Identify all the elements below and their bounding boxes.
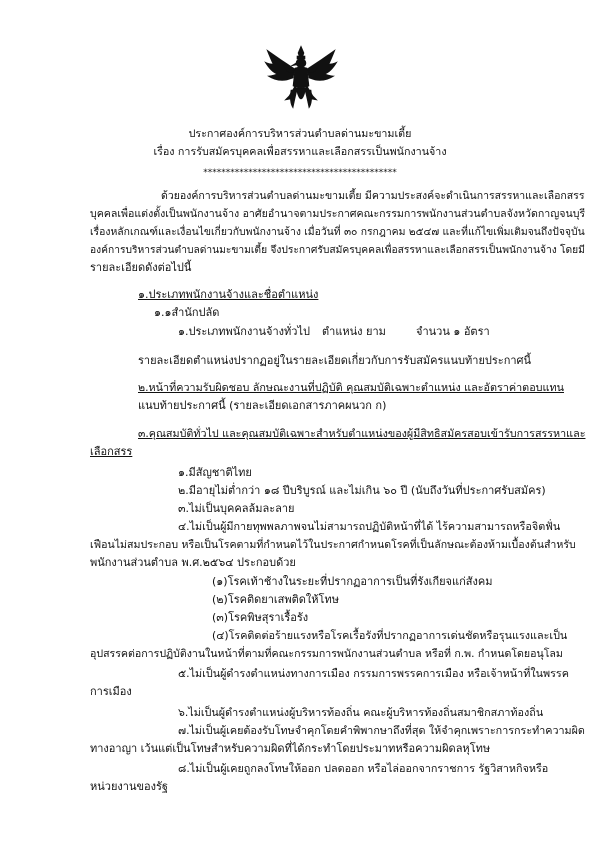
intro-line: องค์การบริหารส่วนตำบลด่านมะขามเตี้ย จึงประกาศรับสมัครบุคคลเพื่อสรรหาและเลือกสรรเป็นพนักงานจ้าง โดยมี	[90, 244, 585, 256]
position-type: ๑.ประเภทพนักงานจ้างทั่วไป	[178, 325, 310, 338]
qualification-item-cont: เฟือนไม่สมประกอบ หรือเป็นโรคตามที่กำหนดไว้ในประกาศกำหนดโรคที่เป็นลักษณะต้องห้ามเบื้องต้นสำหรับ	[90, 539, 576, 551]
garuda-emblem-icon	[263, 44, 339, 114]
section3-heading: ๓.คุณสมบัติทั่วไป และคุณสมบัติเฉพาะสำหรับตำแหน่งของผู้มีสิทธิสมัครสอบเข้ารับการสรรหาและ	[138, 427, 586, 440]
intro-line: ด้วยองค์การบริหารส่วนตำบลด่านมะขามเตี้ย มีความประสงค์จะดำเนินการสรรหาและเลือกสรร	[161, 190, 585, 202]
qualification-item: ๔.ไม่เป็นผู้มีกายทุพพลภาพจนไม่สามารถปฏิบัติหน้าที่ได้ ไร้ความสามารถหรือจิตฟั่น	[178, 520, 561, 533]
intro-line: เรื่องหลักเกณฑ์และเงื่อนไขเกี่ยวกับพนักงานจ้าง เมื่อวันที่ ๓๐ กรกฎาคม ๒๕๔๗ และที่แก้ไขเพิ่มเติมจนถึงปัจจุบัน	[90, 226, 585, 238]
disease-item: (๒)โรคติดยาเสพติดให้โทษ	[212, 593, 339, 606]
qualification-item: ๕.ไม่เป็นผู้ดำรงตำแหน่งทางการเมือง กรรมการพรรคการเมือง หรือเจ้าหน้าที่ในพรรค	[178, 667, 569, 680]
section1-heading: ๑.ประเภทพนักงานจ้างและชื่อตำแหน่ง	[138, 288, 319, 301]
section1-subheading: ๑.๑สำนักปลัด	[154, 306, 220, 319]
intro-line: รายละเอียดดังต่อไปนี้	[90, 261, 192, 274]
announcement-title: ประกาศองค์การบริหารส่วนตำบลด่านมะขามเตี้ย	[188, 127, 412, 140]
separator-stars: *******************************************	[203, 168, 397, 178]
position-name: ตำแหน่ง ยาม	[322, 325, 386, 338]
qualification-item-cont: หน่วยงานของรัฐ	[90, 780, 168, 793]
section2-note: แนบท้ายประกาศนี้ (รายละเอียดเอกสารภาคผนวก ก)	[138, 399, 387, 412]
section2-heading: ๒.หน้าที่ความรับผิดชอบ ลักษณะงานที่ปฏิบัติ คุณสมบัติเฉพาะตำแหน่ง และอัตราค่าตอบแทน	[138, 381, 564, 394]
qualification-item: ๖.ไม่เป็นผู้ดำรงตำแหน่งผู้บริหารท้องถิ่น คณะผู้บริหารท้องถิ่นสมาชิกสภาท้องถิ่น	[178, 706, 544, 719]
position-count: จำนวน ๑ อัตรา	[416, 325, 490, 338]
section1-note: รายละเอียดตำแหน่งปรากฏอยู่ในรายละเอียดเกี่ยวกับการรับสมัครแนบท้ายประกาศนี้	[138, 354, 532, 367]
qualification-item: ๘.ไม่เป็นผู้เคยถูกลงโทษให้ออก ปลดออก หรือไล่ออกจากราชการ รัฐวิสาหกิจหรือ	[178, 762, 549, 775]
qualification-item-cont: พนักงานส่วนตำบล พ.ศ.๒๕๖๔ ประกอบด้วย	[90, 556, 296, 569]
disease-item-cont: อุปสรรคต่อการปฏิบัติงานในหน้าที่ตามที่คณะกรรมการพนักงานส่วนตำบล หรือที่ ก.พ. กำหนดโดยอนุโลม	[90, 648, 563, 660]
section3-heading-cont: เลือกสรร	[90, 445, 133, 458]
qualification-item: ๓.ไม่เป็นบุคคลล้มละลาย	[178, 502, 295, 515]
qualification-item: ๑.มีสัญชาติไทย	[178, 466, 252, 479]
intro-line: บุคคลเพื่อแต่งตั้งเป็นพนักงานจ้าง อาศัยอำนาจตามประกาศคณะกรรมการพนักงานส่วนตำบลจังหวัดกาญจนบุรี	[90, 208, 586, 220]
announcement-subject: เรื่อง การรับสมัครบุคคลเพื่อสรรหาและเลือกสรรเป็นพนักงานจ้าง	[153, 145, 447, 158]
qualification-item: ๒.มีอายุไม่ต่ำกว่า ๑๘ ปีบริบูรณ์ และไม่เกิน ๖๐ ปี (นับถึงวันที่ประกาศรับสมัคร)	[178, 484, 546, 497]
qualification-item: ๗.ไม่เป็นผู้เคยต้องรับโทษจำคุกโดยคำพิพากษาถึงที่สุด ให้จำคุกเพราะการกระทำความผิด	[178, 724, 585, 737]
qualification-item-cont: ทางอาญา เว้นแต่เป็นโทษสำหรับความผิดที่ได้กระทำโดยประมาทหรือความผิดลหุโทษ	[90, 742, 491, 755]
disease-item: (๑)โรคเท้าช้างในระยะที่ปรากฏอาการเป็นที่รังเกียจแก่สังคม	[212, 575, 493, 588]
disease-item: (๔)โรคติดต่อร้ายแรงหรือโรคเรื้อรังที่ปรากฏอาการเด่นชัดหรือรุนแรงและเป็น	[212, 629, 568, 642]
qualification-item-cont: การเมือง	[90, 685, 132, 698]
disease-item: (๓)โรคพิษสุราเรื้อรัง	[212, 611, 309, 624]
